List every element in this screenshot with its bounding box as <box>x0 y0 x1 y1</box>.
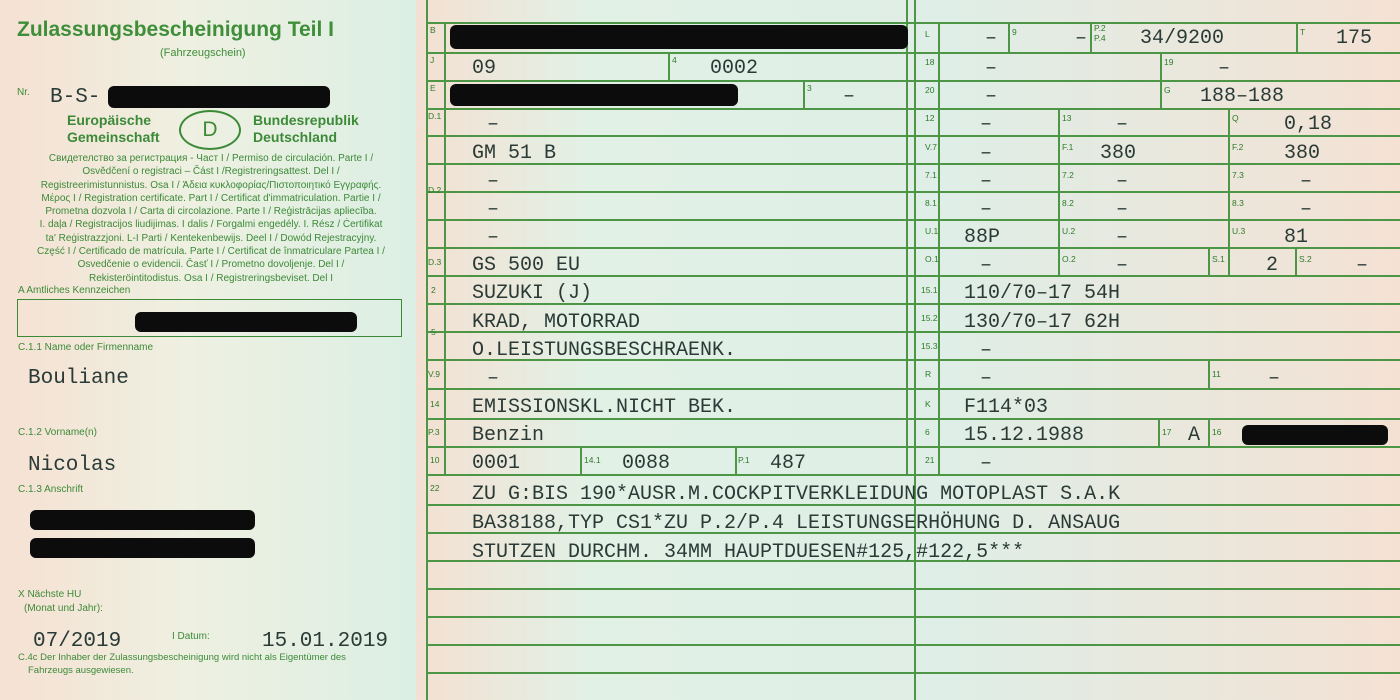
value-7-3: – <box>1300 170 1313 193</box>
code-6: 6 <box>925 427 930 437</box>
grid-line <box>803 80 805 108</box>
grid-line <box>426 191 1400 193</box>
multilingual-line: ta' Reġistrazzjoni. L-I Parti / Kentekenbewijs. Deel I / Dowód Rejestracyjny. <box>45 232 377 244</box>
remarks-block <box>472 480 1120 567</box>
code-15-2: 15.2 <box>921 313 938 323</box>
code-8-2: 8.2 <box>1062 198 1074 208</box>
code-v9: V.9 <box>428 369 440 379</box>
code-b: B <box>430 25 436 35</box>
code-d3: D.3 <box>428 257 442 267</box>
code-d2: D.2 <box>428 185 442 195</box>
grid-line <box>426 247 1400 249</box>
multilingual-line: Osvedčenie o evidencii. Časť I / Prometno dovoljenje. Del I / <box>77 259 345 271</box>
value-l: – <box>985 27 998 50</box>
value-2: SUZUKI (J) <box>472 282 593 305</box>
value-5-line2: O.LEISTUNGSBESCHRAENK. <box>472 339 737 362</box>
code-8-1: 8.1 <box>925 198 937 208</box>
country-code-emblem <box>179 110 241 150</box>
code-13: 13 <box>1062 113 1072 123</box>
grid-line <box>906 0 908 474</box>
value-u3: 81 <box>1284 226 1309 249</box>
emblem-right-text <box>253 112 359 146</box>
value-d2-2: – <box>487 198 500 221</box>
grid-line <box>426 644 1400 646</box>
emblem-right-line2: Deutschland <box>253 129 338 145</box>
emblem-right-line1: Bundesrepublik <box>253 112 359 128</box>
code-17: 17 <box>1162 427 1172 437</box>
document-title: Zulassungsbescheinigung Teil I <box>17 18 334 41</box>
grid-line <box>914 0 916 700</box>
value-u1: 88P <box>964 226 1001 249</box>
footer-line1: C.4c Der Inhaber der Zulassungsbescheinigung wird nicht als Eigentümer des <box>18 652 346 663</box>
value-d3: GS 500 EU <box>472 254 581 277</box>
code-l: L <box>925 29 930 39</box>
value-8-2: – <box>1116 198 1129 221</box>
multilingual-line: Registreerimistunnistus. Osa I / Άδεια κυκλοφορίας/Πιστοποιητικό Εγγραφής. <box>40 179 382 191</box>
grid-line <box>1295 247 1297 275</box>
code-14: 14 <box>430 399 440 409</box>
value-15-2: 130/70–17 62H <box>964 311 1121 334</box>
value-d1: – <box>487 113 500 136</box>
kennzeichen-label: A Amtliches Kennzeichen <box>18 285 131 296</box>
grid-line <box>1208 418 1210 446</box>
anschrift-label: C.1.3 Anschrift <box>18 484 84 495</box>
value-13: – <box>1116 113 1129 136</box>
code-4: 4 <box>672 55 677 65</box>
code-19: 19 <box>1164 57 1174 67</box>
grid-line <box>580 446 582 474</box>
holder-name: Bouliane <box>28 367 129 390</box>
emblem-left-line1: Europäische <box>67 112 152 128</box>
grid-line <box>1090 22 1092 52</box>
value-j: 09 <box>472 57 497 80</box>
grid-line <box>735 446 737 474</box>
code-d1: D.1 <box>428 111 442 121</box>
value-u2: – <box>1116 226 1129 249</box>
value-4: 0002 <box>710 57 759 80</box>
value-d2-1: – <box>487 170 500 193</box>
value-3: – <box>843 85 856 108</box>
value-s2: – <box>1356 254 1369 277</box>
code-p3: P.3 <box>428 427 440 437</box>
code-12: 12 <box>925 113 935 123</box>
grid-line <box>426 0 428 700</box>
value-p2-p4: 34/9200 <box>1140 27 1225 50</box>
code-p1: P.1 <box>738 455 750 465</box>
grid-line <box>426 163 1400 165</box>
value-9: – <box>1075 27 1088 50</box>
grid-line <box>426 80 1400 82</box>
value-14-1: 0088 <box>622 452 671 475</box>
grid-line <box>426 219 1400 221</box>
code-9: 9 <box>1012 27 1017 37</box>
value-k: F114*03 <box>964 396 1049 419</box>
value-o1: – <box>980 254 993 277</box>
value-12: – <box>980 113 993 136</box>
value-5-line1: KRAD, MOTORRAD <box>472 311 641 334</box>
value-r: – <box>980 367 993 390</box>
code-s1: S.1 <box>1212 254 1225 264</box>
code-20: 20 <box>925 85 935 95</box>
value-f1: 380 <box>1100 142 1137 165</box>
value-p1: 487 <box>770 452 807 475</box>
code-5: 5 <box>431 327 436 337</box>
hu-value: 07/2019 <box>33 630 122 653</box>
holder-vorname: Nicolas <box>28 454 117 477</box>
redaction-address-line1 <box>30 510 255 530</box>
code-o2: O.2 <box>1062 254 1076 264</box>
emblem-left-line2: Gemeinschaft <box>67 129 160 145</box>
code-t: T <box>1300 27 1306 37</box>
code-u3: U.3 <box>1232 226 1246 236</box>
code-p4: P.4 <box>1094 33 1106 43</box>
grid-line <box>1208 359 1210 388</box>
grid-line <box>1296 22 1298 52</box>
grid-line <box>426 446 1400 448</box>
value-t: 175 <box>1336 27 1373 50</box>
code-18: 18 <box>925 57 935 67</box>
multilingual-line: I. daļa / Registracijos liudijimas. I dalis / Forgalmi engedély. I. Rész / Ċertifikat <box>39 219 383 231</box>
multilingual-line: Свидетелство за регистрация - Част I / Permiso de circulación. Parte I / <box>48 153 374 164</box>
remarks-line: STUTZEN DURCHM. 34MM HAUPTDUESEN#125,#122,5*** <box>472 541 1025 564</box>
code-q: Q <box>1232 113 1239 123</box>
grid-line <box>426 52 1400 54</box>
code-7-3: 7.3 <box>1232 170 1244 180</box>
value-o2: – <box>1116 254 1129 277</box>
value-15-3: – <box>980 339 993 362</box>
code-s2: S.2 <box>1299 254 1312 264</box>
redaction-kennzeichen <box>135 312 357 332</box>
code-11: 11 <box>1212 369 1221 379</box>
value-11: – <box>1268 367 1281 390</box>
value-v9: – <box>487 367 500 390</box>
grid-line <box>426 22 1400 24</box>
code-3: 3 <box>807 83 812 93</box>
vorname-label: C.1.2 Vorname(n) <box>18 427 97 438</box>
code-14-1: 14.1 <box>584 455 601 465</box>
footer-line2: Fahrzeugs ausgewiesen. <box>28 665 134 676</box>
grid-line <box>426 616 1400 618</box>
nr-label: Nr. <box>17 87 30 98</box>
code-21: 21 <box>925 455 935 465</box>
redaction-address-line2 <box>30 538 255 558</box>
grid-line <box>1228 108 1230 275</box>
name-label: C.1.1 Name oder Firmenname <box>18 342 154 353</box>
redaction-16 <box>1242 425 1388 445</box>
multilingual-line: Rekisteröintitodistus. Osa I / Registreringsbeviset. Del I <box>89 272 333 284</box>
grid-line <box>1158 418 1160 446</box>
multilingual-line: Prometna dozvola I / Carta di circolazione. Parte I / Reģistrācijas apliecība. <box>45 206 377 218</box>
code-f2: F.2 <box>1232 142 1244 152</box>
grid-line <box>444 22 446 474</box>
code-7-1: 7.1 <box>925 170 937 180</box>
code-u1: U.1 <box>925 226 939 236</box>
value-q: 0,18 <box>1284 113 1333 136</box>
grid-line <box>426 474 1400 476</box>
multilingual-titles <box>20 152 402 285</box>
code-2: 2 <box>431 285 436 295</box>
grid-line <box>426 388 1400 390</box>
value-10: 0001 <box>472 452 521 475</box>
multilingual-line: Μέρος I / Registration certificate. Part I / Certificat d'immatriculation. Partie I / <box>41 192 381 204</box>
emblem-left-text <box>67 112 160 146</box>
value-7-2: – <box>1116 170 1129 193</box>
value-15-1: 110/70–17 54H <box>964 282 1121 305</box>
value-d2-3: – <box>487 226 500 249</box>
value-7-1: – <box>980 170 993 193</box>
code-o1: O.1 <box>925 254 939 264</box>
value-19: – <box>1218 57 1231 80</box>
code-15-3: 15.3 <box>921 341 938 351</box>
value-18: – <box>985 57 998 80</box>
grid-line <box>938 22 940 474</box>
code-15-1: 15.1 <box>921 285 938 295</box>
grid-line <box>426 672 1400 674</box>
code-u2: U.2 <box>1062 226 1076 236</box>
grid-line <box>1160 52 1162 108</box>
redaction-b <box>450 25 908 49</box>
value-6: 15.12.1988 <box>964 424 1085 447</box>
code-22: 22 <box>430 483 440 493</box>
code-v7: V.7 <box>925 142 937 152</box>
value-p3: Benzin <box>472 424 545 447</box>
redaction-e <box>450 84 738 106</box>
country-code-letter: D <box>202 118 218 141</box>
datum-label: I Datum: <box>172 631 210 642</box>
code-16: 16 <box>1212 427 1222 437</box>
code-8-3: 8.3 <box>1232 198 1244 208</box>
value-14: EMISSIONSKL.NICHT BEK. <box>472 396 737 419</box>
multilingual-line: Osvědčení o registraci – Část I /Registreringsattest. Del I / <box>82 166 340 178</box>
code-7-2: 7.2 <box>1062 170 1074 180</box>
code-p2: P.2 <box>1094 23 1106 33</box>
grid-line <box>1008 22 1010 52</box>
redaction-nr <box>108 86 330 108</box>
value-17: A <box>1188 424 1201 447</box>
value-f2: 380 <box>1284 142 1321 165</box>
grid-line <box>668 52 670 80</box>
nr-prefix: B-S- <box>50 86 101 109</box>
value-s1: 2 <box>1266 254 1279 277</box>
value-20: – <box>985 85 998 108</box>
code-e: E <box>430 83 436 93</box>
value-v7: – <box>980 142 993 165</box>
hu-label-line1: X Nächste HU <box>18 589 82 600</box>
code-j: J <box>430 55 435 65</box>
datum-value: 15.01.2019 <box>262 630 389 653</box>
grid-line <box>426 588 1400 590</box>
remarks-line: BA38188,TYP CS1*ZU P.2/P.4 LEISTUNGSERHÖHUNG D. ANSAUG <box>472 512 1121 535</box>
grid-line <box>426 135 1400 137</box>
value-d1-type: GM 51 B <box>472 142 557 165</box>
code-k: K <box>925 399 931 409</box>
hu-label-line2: (Monat und Jahr): <box>24 603 103 614</box>
value-g: 188–188 <box>1200 85 1285 108</box>
value-21: – <box>980 452 993 475</box>
document-subtitle: (Fahrzeugschein) <box>160 47 246 59</box>
code-r: R <box>925 369 932 379</box>
grid-line <box>1058 108 1060 275</box>
value-8-3: – <box>1300 198 1313 221</box>
code-g: G <box>1164 85 1171 95</box>
code-f1: F.1 <box>1062 142 1074 152</box>
value-8-1: – <box>980 198 993 221</box>
grid-line <box>426 108 1400 110</box>
remarks-line: ZU G:BIS 190*AUSR.M.COCKPITVERKLEIDUNG MOTOPLAST S.A.K <box>472 483 1121 506</box>
multilingual-line: Część I / Certificado de matrícula. Parte I / Certificat de înmatriculare Partea I / <box>37 246 385 258</box>
code-10: 10 <box>430 455 440 465</box>
grid-line <box>1208 247 1210 275</box>
